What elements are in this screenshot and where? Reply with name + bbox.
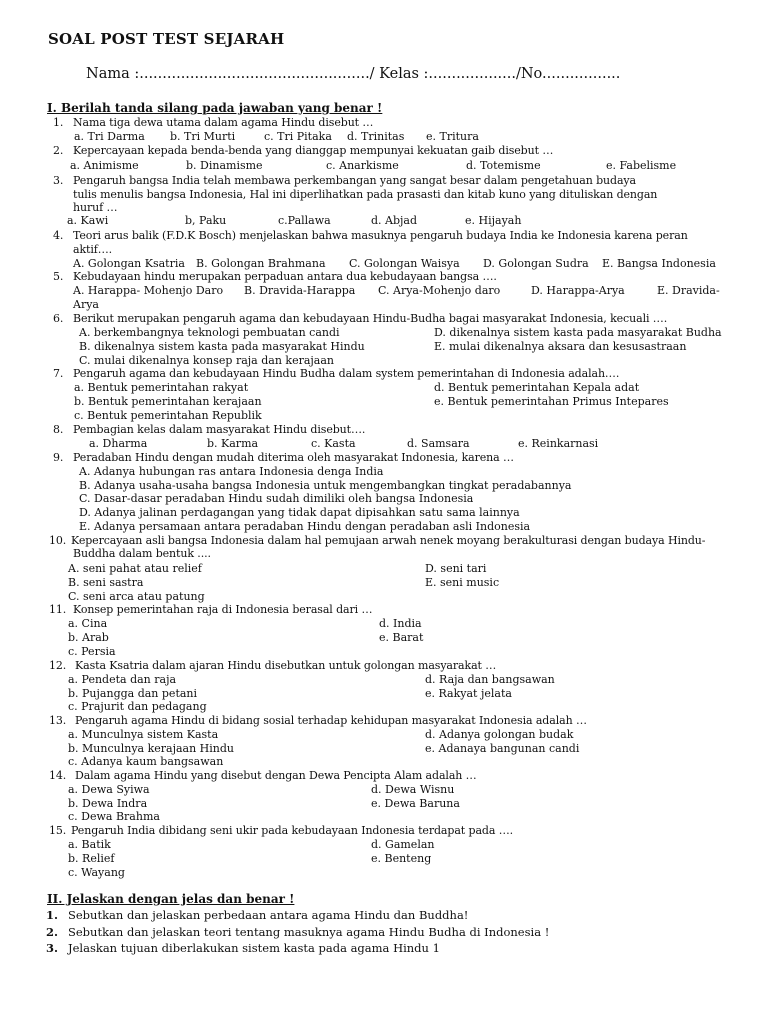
essay-text: Sebutkan dan jelaskan perbedaan antara agama Hindu dan Buddha! <box>68 908 469 922</box>
answer-option: b. Arab <box>68 631 109 644</box>
question-number: 3. <box>53 174 64 187</box>
answer-option: D. Harappa-Arya <box>531 284 625 297</box>
question-text: Peradaban Hindu dengan mudah diterima oleh masyarakat Indonesia, karena … <box>73 451 514 464</box>
answer-option: e. Bentuk pemerintahan Primus Intepares <box>434 395 669 408</box>
answer-option: c. Bentuk pemerintahan Republik <box>74 409 262 422</box>
essay-question <box>46 925 549 939</box>
page-title: SOAL POST TEST SEJARAH <box>48 30 285 48</box>
answer-option: d. India <box>379 617 422 630</box>
answer-option: a. Bentuk pemerintahan rakyat <box>74 381 249 394</box>
essay-number: 1. <box>46 908 59 922</box>
answer-option: d. Samsara <box>407 437 470 450</box>
answer-option: c. Dewa Brahma <box>68 810 160 823</box>
question-text: Pengaruh India dibidang seni ukir pada kebudayaan Indonesia terdapat pada …. <box>71 824 513 837</box>
question-text: Pengaruh agama Hindu di bidang sosial terhadap kehidupan masyarakat Indonesia adalah … <box>75 714 587 727</box>
question-number: 8. <box>53 423 64 436</box>
question-text: Berikut merupakan pengaruh agama dan kebudayaan Hindu-Budha bagai masyarakat Indonesia, kecuali …. <box>73 312 668 325</box>
question-number: 9. <box>53 451 64 464</box>
answer-option: c. Persia <box>68 645 116 658</box>
answer-option: D. Golongan Sudra <box>483 257 589 270</box>
answer-option: a. Animisme <box>70 159 139 172</box>
answer-option: E. Bangsa Indonesia <box>602 257 716 270</box>
question-number: 2. <box>53 144 64 157</box>
answer-option: b. Pujangga dan petani <box>68 687 198 700</box>
answer-option: D. Adanya jalinan perdagangan yang tidak dapat dipisahkan satu sama lainnya <box>79 506 520 519</box>
answer-option: a. Dharma <box>89 437 148 450</box>
answer-option: E. mulai dikenalnya aksara dan kesusastraan <box>434 340 687 353</box>
question-number: 10. <box>49 534 67 547</box>
answer-option: C. mulai dikenalnya konsep raja dan kerajaan <box>79 354 335 367</box>
answer-option: c. Anarkisme <box>326 159 399 172</box>
answer-option: a. Batik <box>68 838 111 851</box>
answer-option: c. Adanya kaum bangsawan <box>68 755 224 768</box>
essay-number: 3. <box>46 941 59 955</box>
question-text: Nama tiga dewa utama dalam agama Hindu disebut … <box>73 116 374 129</box>
answer-option: d. Adanya golongan budak <box>425 728 574 741</box>
essay-text: Jelaskan tujuan diberlakukan sistem kasta pada agama Hindu 1 <box>68 941 440 955</box>
question-text: Dalam agama Hindu yang disebut dengan Dewa Pencipta Alam adalah … <box>75 769 477 782</box>
question-number: 7. <box>53 367 64 380</box>
question-text: Pengaruh agama dan kebudayaan Hindu Budha dalam system pemerintahan di Indonesia adalah…. <box>73 367 620 380</box>
answer-option: C. Golongan Waisya <box>349 257 460 270</box>
question-text: Kasta Ksatria dalam ajaran Hindu disebutkan untuk golongan masyarakat … <box>75 659 497 672</box>
question-text: huruf … <box>73 201 118 214</box>
answer-option: e. Adanaya bangunan candi <box>425 742 580 755</box>
answer-option: d. Raja dan bangsawan <box>425 673 555 686</box>
answer-option: d. Bentuk pemerintahan Kepala adat <box>434 381 640 394</box>
answer-option: b. Tri Murti <box>170 130 236 143</box>
answer-option: d. Trinitas <box>347 130 405 143</box>
question-text: Teori arus balik (F.D.K Bosch) menjelaskan bahwa masuknya pengaruh budaya India ke Indonesia karena peran <box>73 229 688 242</box>
question-text: Pengaruh bangsa India telah membawa perkembangan yang sangat besar dalam pengetahuan budaya <box>73 174 636 187</box>
question-text: Konsep pemerintahan raja di Indonesia berasal dari … <box>73 603 373 616</box>
answer-option: D. dikenalnya sistem kasta pada masyarakat Budha <box>434 326 722 339</box>
answer-option: e. Fabelisme <box>606 159 677 172</box>
question-number: 12. <box>49 659 67 672</box>
section-one-heading: I. Berilah tanda silang pada jawaban yang benar ! <box>47 101 383 115</box>
answer-option: b. Bentuk pemerintahan kerajaan <box>74 395 262 408</box>
answer-option: e. Reinkarnasi <box>518 437 599 450</box>
answer-option: B. dikenalnya sistem kasta pada masyarakat Hindu <box>79 340 365 353</box>
essay-number: 2. <box>46 925 59 939</box>
question-number: 5. <box>53 270 64 283</box>
answer-option: c. Tri Pitaka <box>264 130 332 143</box>
question-number: 6. <box>53 312 64 325</box>
answer-option: E. Dravida- <box>657 284 720 297</box>
essay-question <box>46 941 440 955</box>
essay-question <box>46 908 468 922</box>
answer-option: d. Totemisme <box>466 159 541 172</box>
answer-option: D. seni tari <box>425 562 487 575</box>
answer-option: c.Pallawa <box>278 214 331 227</box>
answer-option: b. Munculnya kerajaan Hindu <box>68 742 235 755</box>
answer-option: B. Golongan Brahmana <box>196 257 326 270</box>
question-number: 15. <box>49 824 67 837</box>
question-text: tulis menulis bangsa Indonesia, Hal ini diperlihatkan pada prasasti dan kitab kuno yang dituliskan dengan <box>73 188 658 201</box>
answer-option: d. Gamelan <box>371 838 435 851</box>
answer-option: C. Arya-Mohenjo daro <box>378 284 501 297</box>
answer-option: c. Prajurit dan pedagang <box>68 700 207 713</box>
answer-option: a. Pendeta dan raja <box>68 673 177 686</box>
answer-option: E. Adanya persamaan antara peradaban Hindu dengan peradaban asli Indonesia <box>79 520 531 533</box>
answer-option: c. Kasta <box>311 437 356 450</box>
answer-option: e. Barat <box>379 631 424 644</box>
answer-option: a. Kawi <box>67 214 109 227</box>
question-text: Kepercayaan asli bangsa Indonesia dalam hal pemujaan arwah nenek moyang berakulturasi dengan budaya Hindu- <box>71 534 706 547</box>
essay-text: Sebutkan dan jelaskan teori tentang masuknya agama Hindu Budha di Indonesia ! <box>68 925 550 939</box>
question-text: Kebudayaan hindu merupakan perpaduan antara dua kebudayaan bangsa …. <box>73 270 497 283</box>
answer-option: e. Tritura <box>426 130 479 143</box>
answer-option: A. berkembangnya teknologi pembuatan candi <box>79 326 340 339</box>
answer-option: E. seni music <box>425 576 500 589</box>
answer-option: B. Dravida-Harappa <box>244 284 356 297</box>
question-text: Buddha dalam bentuk .... <box>73 547 211 560</box>
answer-option: B. Adanya usaha-usaha bangsa Indonesia untuk mengembangkan tingkat peradabannya <box>79 479 572 492</box>
answer-option: e. Benteng <box>371 852 432 865</box>
answer-option: A. seni pahat atau relief <box>68 562 202 575</box>
answer-option: b. Dinamisme <box>186 159 263 172</box>
answer-option-wrap: Arya <box>73 298 99 311</box>
answer-option: C. seni arca atau patung <box>68 590 205 603</box>
answer-option: b. Relief <box>68 852 115 865</box>
section-two-heading: II. Jelaskan dengan jelas dan benar ! <box>47 892 295 906</box>
question-number: 1. <box>53 116 64 129</box>
answer-option: d. Dewa Wisnu <box>371 783 455 796</box>
question-number: 11. <box>49 603 67 616</box>
question-number: 4. <box>53 229 64 242</box>
question-text: Pembagian kelas dalam masyarakat Hindu disebut…. <box>73 423 366 436</box>
answer-option: d. Abjad <box>371 214 418 227</box>
question-text: Kepercayaan kepada benda-benda yang dianggap mempunyai kekuatan gaib disebut … <box>73 144 554 157</box>
answer-option: b. Karma <box>207 437 259 450</box>
answer-option: c. Wayang <box>68 866 125 879</box>
answer-option: A. Adanya hubungan ras antara Indonesia denga India <box>79 465 384 478</box>
answer-option: B. seni sastra <box>68 576 144 589</box>
answer-option: b. Dewa Indra <box>68 797 148 810</box>
answer-option: A. Golongan Ksatria <box>73 257 185 270</box>
answer-option: e. Rakyat jelata <box>425 687 512 700</box>
question-text: aktif…. <box>73 243 113 256</box>
answer-option: a. Dewa Syiwa <box>68 783 150 796</box>
answer-option: b, Paku <box>185 214 227 227</box>
answer-option: a. Cina <box>68 617 108 630</box>
question-number: 13. <box>49 714 67 727</box>
answer-option: e. Hijayah <box>465 214 522 227</box>
identity-line: Nama :................................................../ Kelas :.................../No................. <box>86 66 621 82</box>
answer-option: e. Dewa Baruna <box>371 797 460 810</box>
answer-option: a. Munculnya sistem Kasta <box>68 728 219 741</box>
answer-option: C. Dasar-dasar peradaban Hindu sudah dimiliki oleh bangsa Indonesia <box>79 492 474 505</box>
answer-option: a. Tri Darma <box>74 130 145 143</box>
question-number: 14. <box>49 769 67 782</box>
answer-option: A. Harappa- Mohenjo Daro <box>73 284 224 297</box>
